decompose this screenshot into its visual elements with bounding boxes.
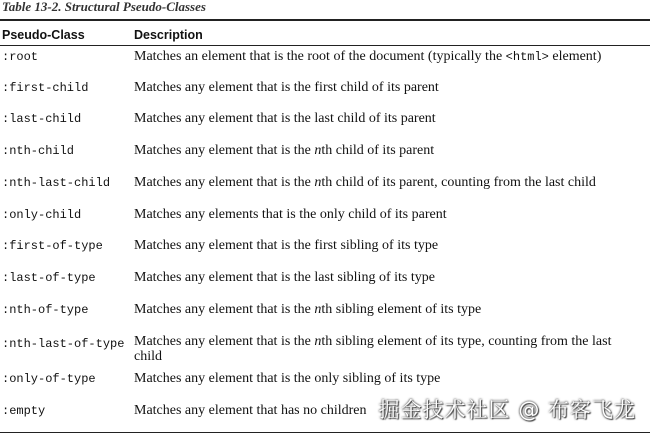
row-description: Matches any element that is the last child of its parent [134, 111, 436, 126]
row-description: Matches an element that is the root of the document (typically the <html> element) [134, 49, 602, 64]
table-header-rule [0, 45, 650, 46]
table-header [0, 28, 650, 44]
pseudo-class-code: :last-of-type [2, 271, 96, 285]
pseudo-class-code: :nth-last-child [2, 176, 111, 190]
pseudo-class-code: :last-child [2, 112, 82, 126]
watermark: 掘金技术社区 @ 布客飞龙 [378, 398, 636, 422]
pseudo-class-code: :only-child [2, 208, 82, 222]
row-description: Matches any elements that is the only child of its parent [134, 207, 447, 222]
header-pseudo-class: Pseudo-Class [2, 28, 85, 42]
pseudo-class-code: :nth-child [2, 144, 75, 158]
table-top-rule [0, 19, 650, 21]
pseudo-class-code: :only-of-type [2, 372, 96, 386]
row-description: Matches any element that is the first child of its parent [134, 80, 439, 95]
header-description: Description [134, 28, 203, 42]
pseudo-class-code: :nth-last-of-type [2, 337, 125, 351]
row-description: Matches any element that is the nth child of its parent, counting from the last child [134, 175, 596, 190]
row-description: Matches any element that is the last sibling of its type [134, 270, 435, 285]
row-description: Matches any element that is the only sibling of its type [134, 371, 441, 386]
table-caption: Table 13-2. Structural Pseudo-Classes [2, 0, 206, 14]
row-description: Matches any element that is the first sibling of its type [134, 238, 439, 253]
row-description: Matches any element that is the nth child of its parent [134, 143, 435, 158]
row-description: Matches any element that is the nth sibling element of its type, counting from the last child [134, 334, 612, 364]
row-description: Matches any element that has no children [134, 403, 367, 418]
pseudo-class-code: :root [2, 50, 39, 64]
table-bottom-rule [0, 432, 650, 433]
pseudo-class-code: :first-of-type [2, 239, 103, 253]
row-description: Matches any element that is the nth sibling element of its type [134, 302, 482, 317]
pseudo-class-code: :first-child [2, 81, 89, 95]
pseudo-class-code: :nth-of-type [2, 303, 89, 317]
pseudo-class-code: :empty [2, 404, 46, 418]
